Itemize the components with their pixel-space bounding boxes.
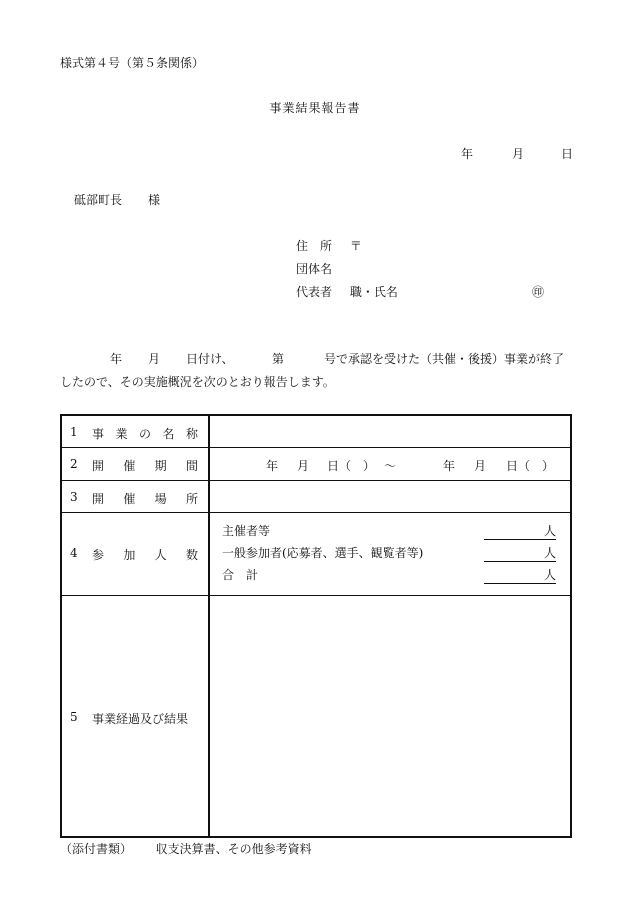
body-text-2: したので、その実施概況を次のとおり報告します。: [60, 375, 335, 389]
date-year: 年: [461, 147, 474, 161]
row-label: [61, 596, 209, 838]
address-label: 住 所: [296, 239, 333, 253]
body-month: 月: [148, 352, 161, 366]
body-day-suffix: 日付け、: [186, 352, 234, 366]
row-number: 5: [70, 710, 78, 724]
row-number: 4: [70, 546, 78, 560]
participant-count: 人: [484, 544, 556, 562]
attachments-line: [60, 840, 312, 857]
attachments-value: 収支決算書、その他参考資料: [155, 842, 312, 856]
sender-address-row: [296, 237, 362, 254]
results-cell: [209, 596, 571, 838]
row-number: 3: [70, 490, 78, 504]
row-label-text: 事業の名称: [92, 427, 198, 441]
participant-count: 人: [484, 522, 556, 540]
table-row: [61, 481, 571, 513]
participant-count: 人: [484, 566, 556, 584]
body-text-1: 号で承認を受けた（共催・後援）事業が終了: [324, 352, 565, 366]
rep-label: 代表者: [296, 285, 333, 299]
row-number: 1: [70, 425, 78, 439]
attachments-label: （添付書類）: [60, 842, 133, 856]
row-number: 2: [70, 457, 78, 471]
seal-mark: ㊞: [532, 285, 545, 299]
body-year: 年: [110, 352, 123, 366]
period-month-2: 月: [474, 459, 487, 473]
report-table: [60, 414, 572, 838]
table-row: [61, 513, 571, 596]
participant-label: 一般参加者(応募者、選手、観覧者等): [222, 546, 424, 560]
participants-cell: [209, 513, 571, 596]
row-label: [61, 448, 209, 481]
table-row: [61, 448, 571, 481]
postal-mark: 〒: [349, 239, 362, 253]
sender-org-row: [296, 260, 332, 277]
date-month: 月: [512, 147, 525, 161]
row-label-text: 事業経過及び結果: [92, 712, 189, 726]
table-row: [61, 415, 571, 448]
venue-cell: [209, 481, 571, 513]
row-label-text: 参加人数: [92, 548, 198, 562]
rep-title: 職・氏名: [349, 285, 398, 299]
date-day: 日: [561, 147, 574, 161]
period-year-2: 年: [443, 459, 456, 473]
participant-label: 合 計: [222, 568, 259, 582]
period-cell: [209, 448, 571, 481]
addressee-honorific: 様: [148, 193, 161, 207]
period-month-1: 月: [297, 459, 310, 473]
row-label-text: 開催場所: [92, 492, 198, 506]
period-year-1: 年: [266, 459, 279, 473]
period-day-1: 日（ ）: [327, 459, 376, 473]
table-row: [61, 596, 571, 838]
period-tilde: ～: [384, 459, 397, 473]
row-label: [61, 415, 209, 448]
row-label-text: 開催期間: [92, 459, 198, 473]
form-number: 様式第４号（第５条関係）: [60, 56, 205, 70]
body-dai: 第: [272, 352, 285, 366]
page-title: 事業結果報告書: [269, 101, 361, 115]
org-label: 団体名: [296, 262, 333, 276]
addressee-name: 砥部町長: [74, 193, 123, 207]
participant-label: 主催者等: [222, 524, 271, 538]
sender-rep-row: [296, 283, 398, 300]
period-day-2: 日（ ）: [506, 459, 555, 473]
row-label: [61, 481, 209, 513]
row-label: [61, 513, 209, 596]
event-name-cell: [209, 415, 571, 448]
